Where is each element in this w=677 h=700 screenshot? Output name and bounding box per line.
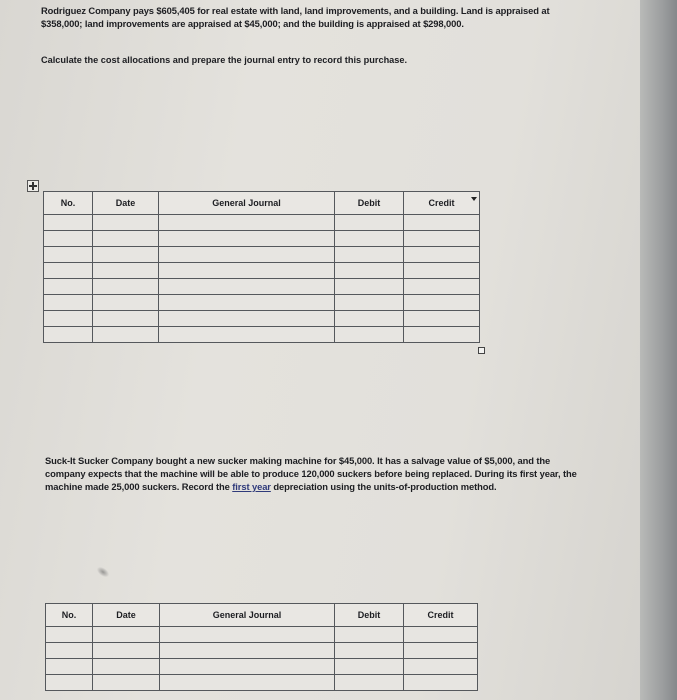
cell-credit[interactable] <box>404 311 480 327</box>
table-row <box>44 247 480 263</box>
header-date: Date <box>93 604 160 627</box>
cell-account[interactable] <box>159 263 335 279</box>
journal-header-row <box>46 604 478 627</box>
header-debit: Debit <box>335 192 404 215</box>
cell-credit[interactable] <box>404 627 478 643</box>
cell-debit[interactable] <box>335 247 404 263</box>
cell-account[interactable] <box>159 311 335 327</box>
cell-account[interactable] <box>160 659 335 675</box>
cell-account[interactable] <box>159 295 335 311</box>
cell-no[interactable] <box>44 279 93 295</box>
chevron-down-icon[interactable] <box>471 197 477 201</box>
cell-account[interactable] <box>159 247 335 263</box>
cell-debit[interactable] <box>335 327 404 343</box>
cell-date[interactable] <box>93 327 159 343</box>
cell-no[interactable] <box>46 659 93 675</box>
cell-account[interactable] <box>159 231 335 247</box>
cell-no[interactable] <box>44 311 93 327</box>
journal-body <box>46 627 478 691</box>
cell-date[interactable] <box>93 215 159 231</box>
cell-date[interactable] <box>93 263 159 279</box>
cell-date[interactable] <box>93 643 160 659</box>
journal-header-row <box>44 192 480 215</box>
cell-account[interactable] <box>160 627 335 643</box>
table-row <box>44 231 480 247</box>
cell-credit[interactable] <box>404 675 478 691</box>
cell-credit[interactable] <box>404 643 478 659</box>
cell-debit[interactable] <box>335 231 404 247</box>
cell-credit[interactable] <box>404 247 480 263</box>
cell-no[interactable] <box>44 263 93 279</box>
cell-debit[interactable] <box>335 295 404 311</box>
plus-square-icon[interactable] <box>27 180 39 192</box>
cell-date[interactable] <box>93 279 159 295</box>
problem-1-instruction: Calculate the cost allocations and prepare the journal entry to record this purchase. <box>41 55 408 65</box>
table-row <box>44 295 480 311</box>
cell-credit[interactable] <box>404 215 480 231</box>
cell-no[interactable] <box>44 215 93 231</box>
background-surface <box>640 0 677 700</box>
cell-credit[interactable] <box>404 279 480 295</box>
table-row <box>44 311 480 327</box>
header-no: No. <box>44 192 93 215</box>
table-row <box>44 263 480 279</box>
cell-date[interactable] <box>93 311 159 327</box>
cell-no[interactable] <box>44 247 93 263</box>
cell-date[interactable] <box>93 247 159 263</box>
problem-2-text <box>45 454 590 493</box>
cell-credit[interactable] <box>404 659 478 675</box>
cell-no[interactable] <box>46 627 93 643</box>
cell-debit[interactable] <box>335 627 404 643</box>
cell-no[interactable] <box>44 327 93 343</box>
resize-handle-icon[interactable] <box>478 347 485 354</box>
table-row <box>46 659 478 675</box>
table-row <box>46 627 478 643</box>
header-credit: Credit <box>404 604 478 627</box>
cell-no[interactable] <box>46 643 93 659</box>
header-date: Date <box>93 192 159 215</box>
problem-1-text: Rodriguez Company pays $605,405 for real estate with land, land improvements, and a building. Land is appraised at $358,000; land improvements are appraised at $45,000; and the building is appraised at $298,000. <box>41 5 550 29</box>
cell-debit[interactable] <box>335 263 404 279</box>
cell-date[interactable] <box>93 659 160 675</box>
header-general-journal: General Journal <box>160 604 335 627</box>
cell-debit[interactable] <box>335 659 404 675</box>
cell-date[interactable] <box>93 295 159 311</box>
cell-account[interactable] <box>159 327 335 343</box>
table-row <box>44 279 480 295</box>
cell-credit[interactable] <box>404 263 480 279</box>
cell-date[interactable] <box>93 675 160 691</box>
cell-no[interactable] <box>46 675 93 691</box>
problem-2-text-start: Suck-It Sucker Company bought a new sucker making machine for $45,000. It has a salvage value of $5,000, and the company expects that the machine will be able to produce 120,000 suckers before being replaced. During its first year, the machine made 25,000 suckers. Record the <box>45 455 577 492</box>
table-row <box>44 327 480 343</box>
cell-credit[interactable] <box>404 327 480 343</box>
cell-debit[interactable] <box>335 675 404 691</box>
header-general-journal: General Journal <box>159 192 335 215</box>
cell-account[interactable] <box>160 643 335 659</box>
problem-2-text-end: depreciation using the units-of-production method. <box>270 481 497 492</box>
cell-debit[interactable] <box>335 311 404 327</box>
header-no: No. <box>46 604 93 627</box>
table-row <box>44 215 480 231</box>
cell-no[interactable] <box>44 295 93 311</box>
journal-body <box>44 215 480 343</box>
cell-no[interactable] <box>44 231 93 247</box>
journal-table-1 <box>43 191 480 343</box>
cell-debit[interactable] <box>335 643 404 659</box>
header-credit: Credit <box>404 192 480 215</box>
table-row <box>46 643 478 659</box>
cell-date[interactable] <box>93 231 159 247</box>
journal-table-2 <box>45 603 478 691</box>
cell-account[interactable] <box>160 675 335 691</box>
cell-date[interactable] <box>93 627 160 643</box>
underlined-phrase: first year <box>232 481 271 492</box>
cell-debit[interactable] <box>335 215 404 231</box>
header-debit: Debit <box>335 604 404 627</box>
cell-credit[interactable] <box>404 295 480 311</box>
cell-debit[interactable] <box>335 279 404 295</box>
cell-credit[interactable] <box>404 231 480 247</box>
table-row <box>46 675 478 691</box>
cell-account[interactable] <box>159 215 335 231</box>
cell-account[interactable] <box>159 279 335 295</box>
